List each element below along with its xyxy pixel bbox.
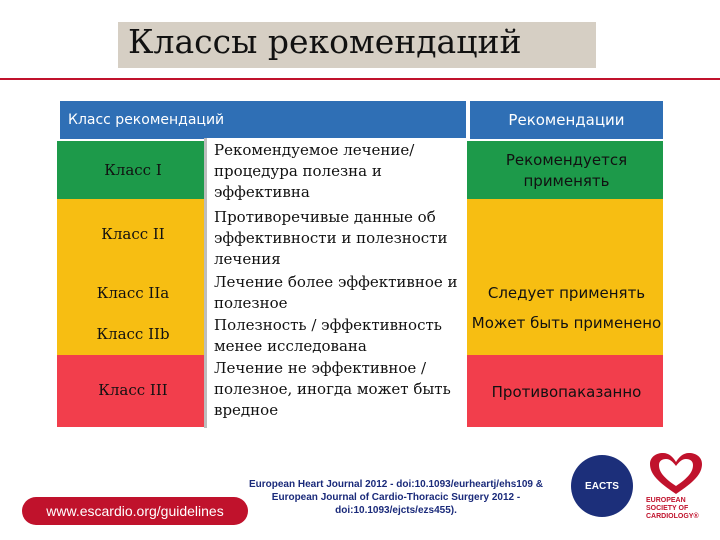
recommendation-iii: Противопаказанно [491, 383, 642, 401]
class-label-iii: Класс III [63, 358, 203, 422]
description-iia: Лечение более эффективное и полезное [214, 273, 458, 312]
slide-title: Классы рекомендаций [128, 22, 522, 61]
guidelines-link[interactable]: www.escardio.org/guidelines [22, 497, 248, 525]
class-label-ii: Класс II [63, 206, 203, 262]
class-label-iia: Класс IIa [63, 272, 203, 314]
recommendation-i: Рекомендуется применять [470, 150, 663, 196]
recommendation-iia: Следует применять [487, 284, 646, 302]
description-i: Рекомендуемое лечение/ процедура полезна и эффективна [214, 141, 415, 201]
description-ii: Противоречивые данные об эффективности и полезности лечения [214, 208, 448, 268]
title-box [118, 22, 596, 68]
recommendation-iib: Может быть применено [471, 314, 662, 332]
esc-heart-logo [648, 452, 704, 496]
esc-logo-text: EUROPEAN SOCIETY OF CARDIOLOGY® [646, 497, 699, 520]
description-iib: Полезность / эффективность менее исследована [214, 316, 442, 355]
header-class-column: Класс рекомендаций [60, 101, 466, 139]
title-divider [0, 78, 720, 80]
journal-citation: European Heart Journal 2012 - doi:10.1093/eurheartj/ehs109 & European Journal of Cardio-Thoracic Surgery 2012 - doi:10.1093/ejcts/ezs455). [248, 479, 543, 516]
class-label-i: Класс I [63, 144, 203, 196]
class-label-iib: Класс IIb [63, 316, 203, 352]
eacts-logo: EACTS [571, 455, 633, 517]
header-recommendation-column: Рекомендации [470, 101, 663, 139]
description-iii: Лечение не эффективное / полезное, иногда может быть вредное [214, 359, 451, 419]
